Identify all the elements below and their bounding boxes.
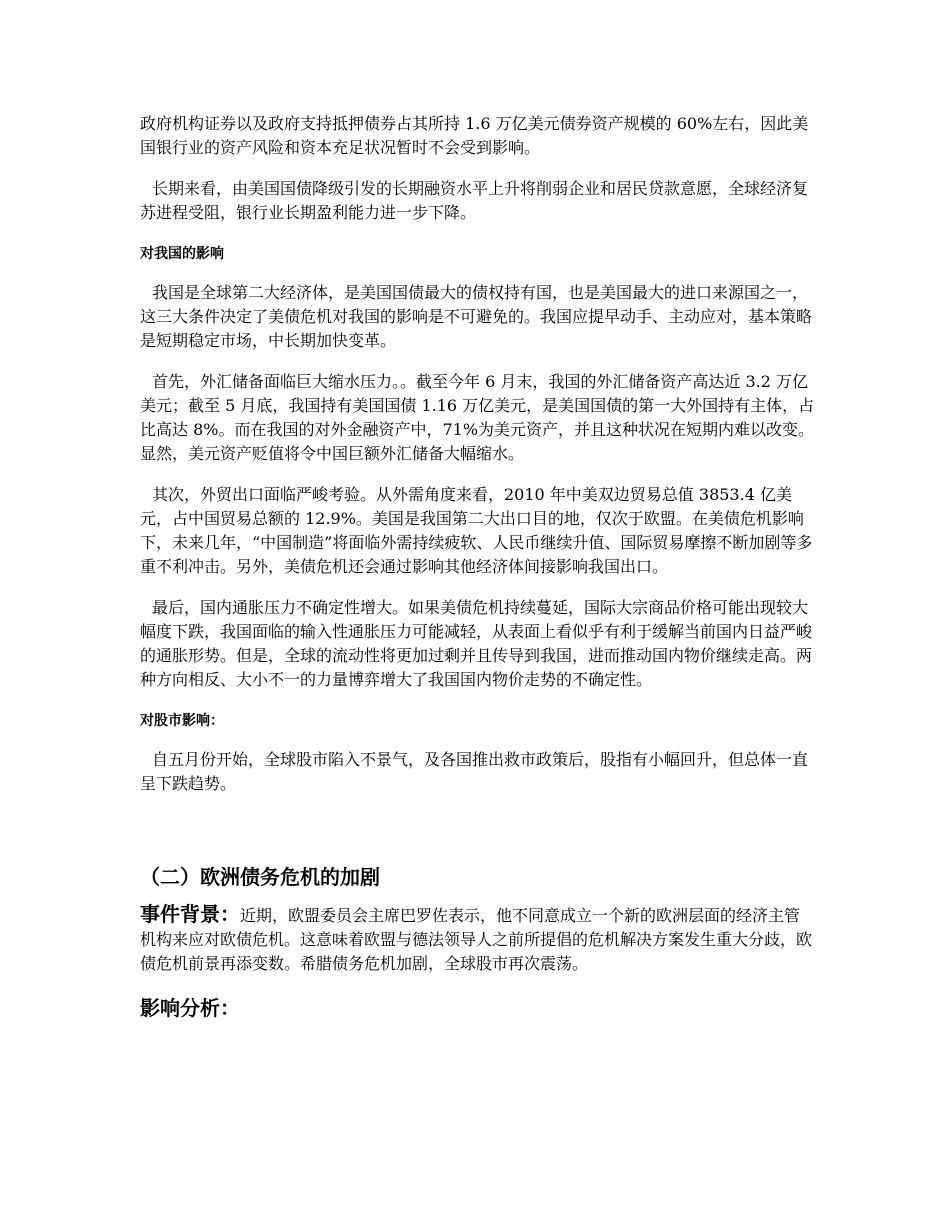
heading-impact-on-china: 对我国的影响 — [140, 246, 224, 262]
document-page — [140, 112, 815, 1023]
paragraph-china-overview: 我国是全球第二大经济体，是美国国债最大的债权持有国，也是美国最大的进口来源国之一，这三大条件决定了美债危机对我国的影响是不可避免的。我国应提早动手、主动应对，基本策略是短期稳定市场，中长期加快变革。 — [140, 283, 813, 350]
section-title-euro-debt: （二）欧洲债务危机的加剧 — [140, 865, 380, 889]
heading-stock-impact: 对股市影响： — [140, 713, 224, 729]
label-event-background: 事件背景： — [140, 902, 240, 926]
paragraph-inflation: 最后，国内通胀压力不确定性增大。如果美债危机持续蔓延，国际大宗商品价格可能出现较大幅度下跌，我国面临的输入性通胀压力可能减轻，从表面上看似乎有利于缓解当前国内日益严峻的通胀形势。但是，全球的流动性将更加过剩并且传导到我国，进而推动国内物价继续走高。两种方向相反、大小不一的力量博弈增大了我国国内物价走势的不确定性。 — [140, 598, 813, 689]
paragraph-forex-reserves: 首先，外汇储备面临巨大缩水压力。。截至今年 6 月末，我国的外汇储备资产高达近 3.2 万亿美元；截至 5 月底，我国持有美国国债 1.16 万亿美元，是美国国债的第一大外国持有主体，占比高达 8%。而在我国的对外金融资产中，71%为美元资产，并且这种状况在短期内难以改变。显然，美元资产贬值将令中国巨额外汇储备大幅缩水。 — [140, 372, 815, 463]
paragraph-long-term: 长期来看，由美国国债降级引发的长期融资水平上升将削弱企业和居民贷款意愿，全球经济复苏进程受阻，银行业长期盈利能力进一步下降。 — [140, 179, 809, 222]
paragraph-stock-market: 自五月份开始，全球股市陷入不景气，及各国推出救市政策后，股指有小幅回升，但总体一直呈下跌趋势。 — [140, 750, 809, 793]
label-impact-analysis: 影响分析： — [140, 996, 240, 1020]
paragraph-bank-assets: 政府机构证券以及政府支持抵押债券占其所持 1.6 万亿美元债券资产规模的 60%左右，因此美国银行业的资产风险和资本充足状况暂时不会受到影响。 — [140, 114, 809, 157]
text-event-background: 近期，欧盟委员会主席巴罗佐表示，他不同意成立一个新的欧洲层面的经济主管机构来应对欧债危机。这意味着欧盟与德法领导人之前所提倡的危机解决方案发生重大分歧，欧债危机前景再添变数。希腊债务危机加剧，全球股市再次震荡。 — [140, 906, 813, 973]
paragraph-event-background — [140, 902, 815, 976]
paragraph-exports: 其次，外贸出口面临严峻考验。从外需角度来看，2010 年中美双边贸易总值 3853.4 亿美元，占中国贸易总额的 12.9%。美国是我国第二大出口目的地，仅次于欧盟。在美债危机影响下，未来几年，“中国制造”将面临外需持续疲软、人民币继续升值、国际贸易摩擦不断加剧等多重不利冲击。另外，美债危机还会通过影响其他经济体间接影响我国出口。 — [140, 485, 813, 576]
